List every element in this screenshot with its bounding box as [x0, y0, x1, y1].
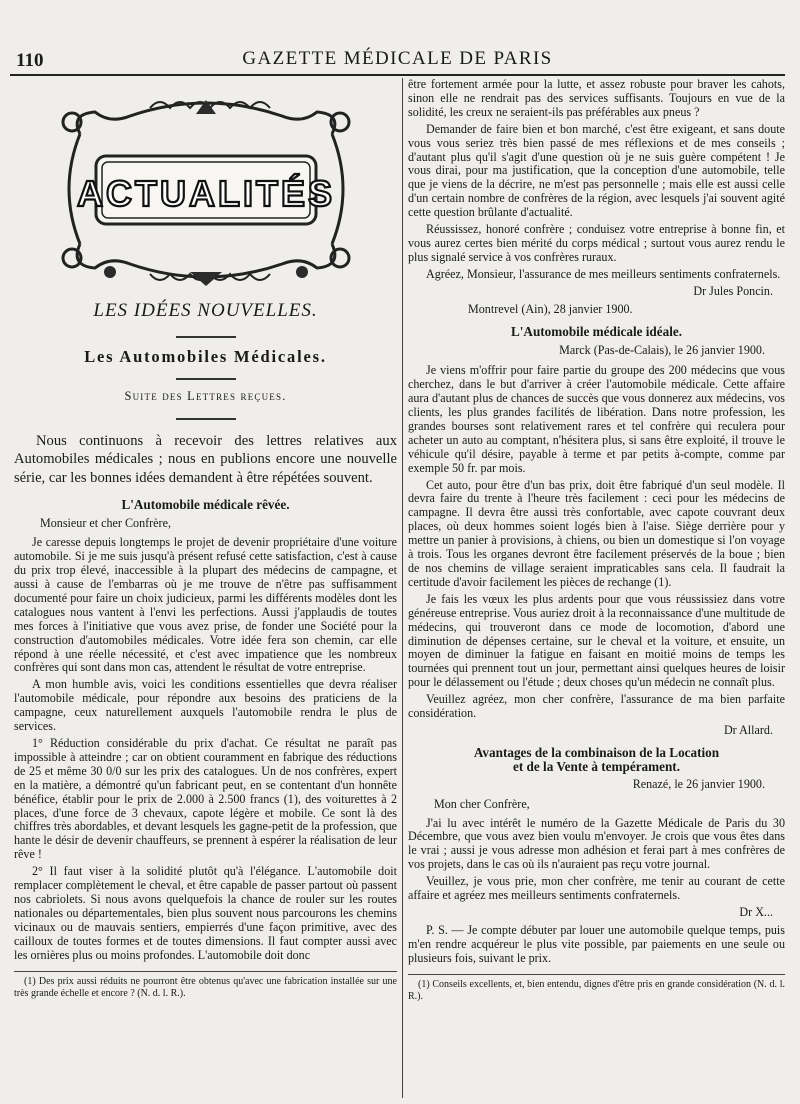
paragraph: Veuillez, je vous prie, mon cher confrère, me tenir au courant de cette affaire et agréez mes meilleurs sentiments confraternels. — [408, 874, 785, 903]
paragraph: 2° Il faut viser à la solidité plutôt qu'à l'élégance. L'automobile doit remplacer complètement le cheval, et être capable de passer partout où passent nos cabriolets. Si nous avons quelquefois la chance de rouler sur les routes nationales ou départementales, bien plus souvent nous parcourons les chemins vicinaux ou de mauvais sentiers, empierrés d'une façon primitive, avec des cailloux de toutes formes et de toutes dimensions. Il faut compter aussi avec les ornières plus ou moins profondes. L'automobile doit donc — [14, 864, 397, 962]
paragraph: Je caresse depuis longtemps le projet de devenir propriétaire d'une voiture automobile. Si je me suis jusqu'à présent refusé cette satisfaction, c'est à cause du prix trop élevé, inaccessible à la plupart des médecins de campagne, et aussi à cause de l'embarras où je me trouve de n'être pas suffisamment documenté pour faire un choix judicieux, parmi les différents modèles dont les catalogues nous vantent à l'envi les perfections. Aussi j'applaudis de toutes mes forces à l'initiative que vous avez prise, de fonder une Société pour la construction d'automobiles médicales. Votre idée fera son chemin, car elle répond à une réelle nécessité, et c'est avec impatience que les nombreux confrères qui sont dans mon cas, attendent le résultat de votre entreprise. — [14, 535, 397, 675]
paragraph: Cet auto, pour être d'un bas prix, doit être fabriqué d'un seul modèle. Il devra faire du trente à l'heure très facilement : ceci pour les médecins de campagne. Il devra être aussi très confortable, avec capote couvrant deux places, où deux hommes soient logés bien à l'aise. Siège derrière pour y mettre un panier à provisions, à chiens, ou bien un domestique si l'on voyage à trois. Tous les organes devront être facilement préservés de la boue ; bien de nos chemins de village seraient impraticables sans cela. Il faudrait la certitude d'avoir facilement les pièces de rechange (1). — [408, 477, 785, 589]
running-title: GAZETTE MÉDICALE DE PARIS — [242, 48, 553, 69]
paragraph: être fortement armée pour la lutte, et assez robuste pour braver les cahots, sinon elle ne rendrait pas des services suffisants. Toujours en vue de la solidité, les creux ne seraient-ils pas préférables aux pneus ? — [408, 77, 785, 119]
rule — [176, 336, 236, 338]
article-title: Les Automobiles Médicales. — [84, 346, 327, 366]
paragraph: Agréez, Monsieur, l'assurance de mes meilleurs sentiments confraternels. — [426, 266, 781, 281]
footnote: (1) Conseils excellents, et, bien entendu, dignes d'être pris en grande considération (N. d. l. R.). — [408, 978, 785, 1002]
rule — [176, 378, 236, 380]
footnote: (1) Des prix aussi réduits ne pourront être obtenus qu'avec une fabrication installée sur une très grande échelle et encore ? (N. d. l. R.). — [14, 975, 397, 999]
paragraph: Réussissez, honoré confrère ; conduisez votre entreprise à bonne fin, et vous aurez certes bien mérité du corps médical ; surtout vous aurez rendu le plus signalé service à vos confrères ruraux. — [408, 222, 785, 264]
dateline: Montrevel (Ain), 28 janvier 1900. — [468, 301, 633, 316]
intro-paragraph: Nous continuons à recevoir des lettres relatives aux Automobiles médicales ; nous en publions encore une nouvelle série, car les bonnes idées demandent à être répétées souvent. — [14, 432, 397, 486]
article-subtitle: Suite des Lettres reçues. — [124, 388, 287, 403]
paragraph: J'ai lu avec intérêt le numéro de la Gazette Médicale de Paris du 30 Décembre, que vous avez bien voulu m'envoyer. Je crois que vous êtes dans le vrai ; aussi je vous adresse mon adhésion et ferai part à mes confrères de vos projets, dans le cas où ils n'auraient pas reçu votre journal. — [408, 815, 785, 872]
dateline: Marck (Pas-de-Calais), le 26 janvier 1900. — [559, 343, 765, 358]
banner-title: ACTUALITÉS — [76, 173, 335, 214]
letter-heading: et de la Vente à tempérament. — [513, 758, 680, 774]
section-heading: LES IDÉES NOUVELLES. — [93, 300, 318, 321]
letter-heading: L'Automobile médicale rêvée. — [121, 496, 290, 512]
right-column — [408, 78, 785, 1006]
column-divider — [402, 78, 403, 1098]
paragraph: Je viens m'offrir pour faire partie du groupe des 200 médecins que vous cherchez, dans le but d'arriver à créer l'automobile médicale. Cette affaire aura d'autant plus de chances de succès que vous donnerez aux médecins, vos clients, les plus grandes facilités de libération. Dans notre profession, les grandes bourses sont relativement rares et tel confrère qui reculera pour acheter un auto au comptant, n'hésitera plus, si sans être exploité, il trouve le véhicule qu'il désire, payable à terme et par petits à-compte, comme par exemple 50 fr. par mois. — [408, 363, 785, 475]
page-number: 110 — [16, 50, 44, 71]
letter-heading: L'Automobile médicale idéale. — [510, 323, 683, 339]
paragraph: P. S. — Je compte débuter par louer une automobile quelque temps, puis m'en rendre acquéreur le plus vite possible, par paiements en une seule ou plusieurs fois, suivant le prix. — [408, 922, 785, 965]
paragraph: Je fais les vœux les plus ardents pour que vous réussissiez dans votre généreuse entreprise. Vous auriez droit à la reconnaissance d'une multitude de médecins, qui trouveront dans ce mode de locomotion, d'abord une diminution de dépenses certaine, sur le cheval et la voiture, et ensuite, un moyen de diminuer la fatigue en faisant en moitié moins de temps les tournées qui prennent tout un jour, permettant ainsi quelques heures de loisir pour le délassement ou l'étude ; deux choses qu'un médecin ne connaît plus. — [408, 591, 785, 690]
paragraph: 1° Réduction considérable du prix d'achat. Ce résultat ne paraît pas impossible à atteindre ; car on obtient couramment en fabrique des réductions de 25 et même 30 0/0 sur les prix des catalogues. Un de nos confrères, expert en la matière, a démontré qu'un fabricant peut, en se contentant d'un honnête bénéfice, établir pour le prix de 2.000 à 2.500 francs (1), des voiturettes à 2 places, d'une force de 3 chevaux, capote légère et mobile. Ce sont là des chiffres très abordables, et devant lesquels les gagne-petit de la profession, que hante le désir de devenir chauffeurs, se prennent à espérer la réalisation de leur rêve ! — [14, 736, 397, 862]
footnote-rule — [14, 971, 397, 972]
signature: Dr X... — [739, 904, 773, 919]
rule — [176, 418, 236, 420]
salutation: Monsieur et cher Confrère, — [40, 516, 171, 531]
page-header — [10, 44, 785, 76]
footnote-rule — [408, 974, 785, 975]
paragraph: Veuillez agréez, mon cher confrère, l'assurance de ma bien parfaite considération. — [408, 692, 785, 721]
paragraph: Demander de faire bien et bon marché, c'est être exigeant, et sans doute vous vous seriez très bien passé de mes réflexions et de mes conseils ; d'autant plus qu'il s'agit d'une question où je ne suis guère compétent ! Je vous dirai, pour ma justification, que la conception d'une automobile, telle que je viens de la décrire, ne m'est pas personnelle ; mais elle est aussi celle d'un certain nombre de confrères de la région, avec lesquels j'ai souvent agité cette question brûlante d'actualité. — [408, 121, 785, 220]
salutation: Mon cher Confrère, — [434, 796, 530, 811]
letter-heading: Avantages de la combinaison de la Location — [473, 744, 720, 760]
left-column — [14, 78, 397, 1003]
dateline: Renazé, le 26 janvier 1900. — [632, 776, 765, 791]
signature: Dr Allard. — [723, 722, 773, 737]
paragraph: A mon humble avis, voici les conditions essentielles que devra réaliser l'automobile médicale, pour répondre aux besoins des praticiens de la campagne, ceux naturellement auxquels l'automobile rendra le plus de services. — [14, 677, 397, 734]
signature: Dr Jules Poncin. — [693, 283, 773, 298]
actualites-banner-ornament — [50, 94, 362, 288]
